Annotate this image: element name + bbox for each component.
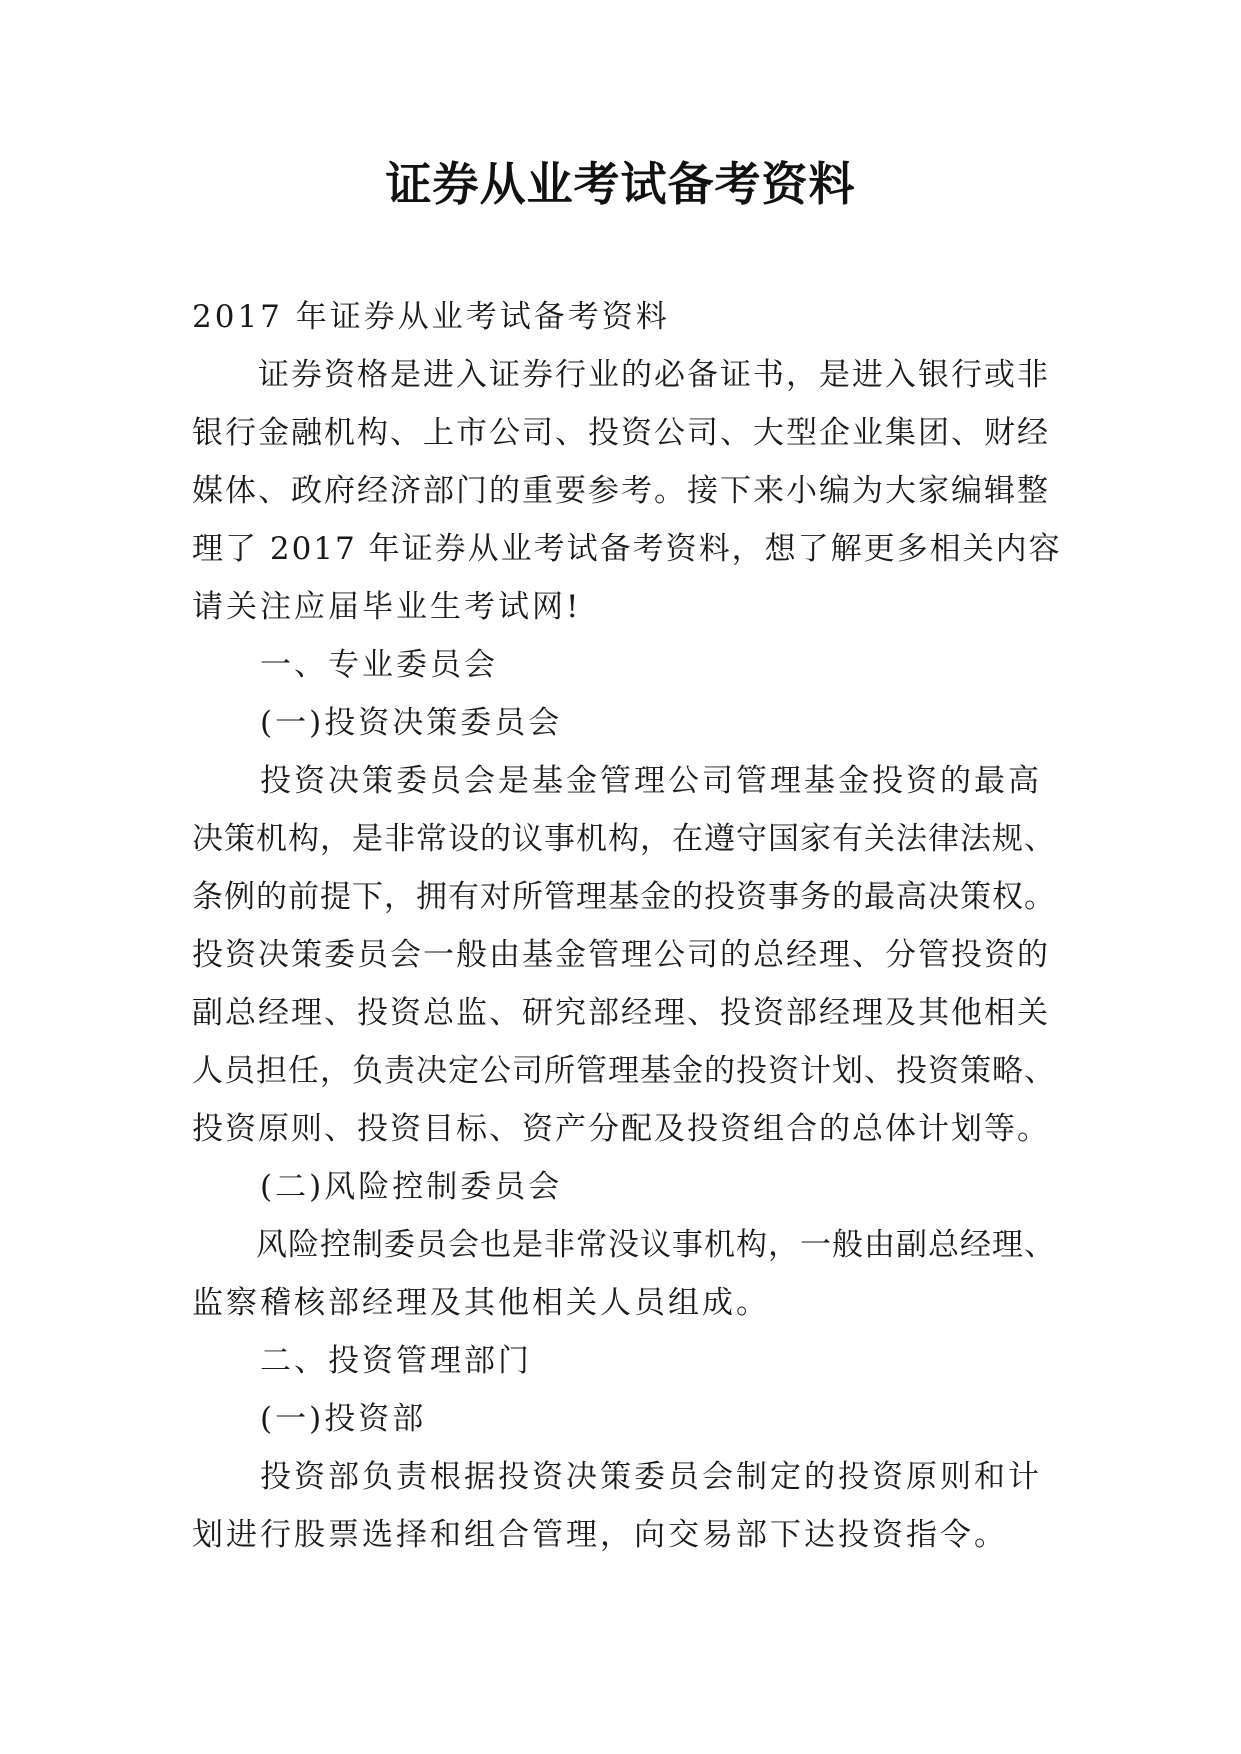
text-line: 证券资格是进入证券行业的必备证书，是进入银行或非 — [192, 357, 1050, 393]
subsection-heading: (二)风险控制委员会 — [192, 1169, 563, 1205]
text-line: 投资决策委员会是基金管理公司管理基金投资的最高 — [192, 763, 1042, 799]
text-line: 投资部负责根据投资决策委员会制定的投资原则和计 — [192, 1459, 1042, 1495]
text-line: 媒体、政府经济部门的重要参考。接下来小编为大家编辑整 — [192, 473, 1050, 509]
text-line: 理了 2017 年证券从业考试备考资料，想了解更多相关内容 — [192, 531, 1062, 567]
text-line: 决策机构，是非常设的议事机构，在遵守国家有关法律法规、 — [192, 821, 1056, 857]
section-heading: 二、投资管理部门 — [192, 1343, 532, 1379]
text-line: 2017 年证券从业考试备考资料 — [192, 299, 670, 335]
text-line: 条例的前提下，拥有对所管理基金的投资事务的最高决策权。 — [192, 879, 1056, 915]
document-body — [192, 288, 1062, 1564]
text-line: 投资原则、投资目标、资产分配及投资组合的总体计划等。 — [192, 1111, 1050, 1147]
text-line: 投资决策委员会一般由基金管理公司的总经理、分管投资的 — [192, 937, 1050, 973]
text-line: 银行金融机构、上市公司、投资公司、大型企业集团、财经 — [192, 415, 1050, 451]
text-line: 监察稽核部经理及其他相关人员组成。 — [192, 1285, 770, 1321]
text-line: 副总经理、投资总监、研究部经理、投资部经理及其他相关 — [192, 995, 1050, 1031]
subsection-heading: (一)投资决策委员会 — [192, 705, 563, 741]
document-title: 证券从业考试备考资料 — [385, 157, 856, 211]
subsection-heading: (一)投资部 — [192, 1401, 427, 1437]
text-line: 人员担任，负责决定公司所管理基金的投资计划、投资策略、 — [192, 1053, 1056, 1089]
section-heading: 一、专业委员会 — [192, 647, 498, 683]
text-line: 划进行股票选择和组合管理，向交易部下达投资指令。 — [192, 1517, 1008, 1553]
text-line: 请关注应届毕业生考试网! — [192, 589, 582, 625]
text-line: 风险控制委员会也是非常没议事机构，一般由副总经理、 — [192, 1227, 1056, 1263]
